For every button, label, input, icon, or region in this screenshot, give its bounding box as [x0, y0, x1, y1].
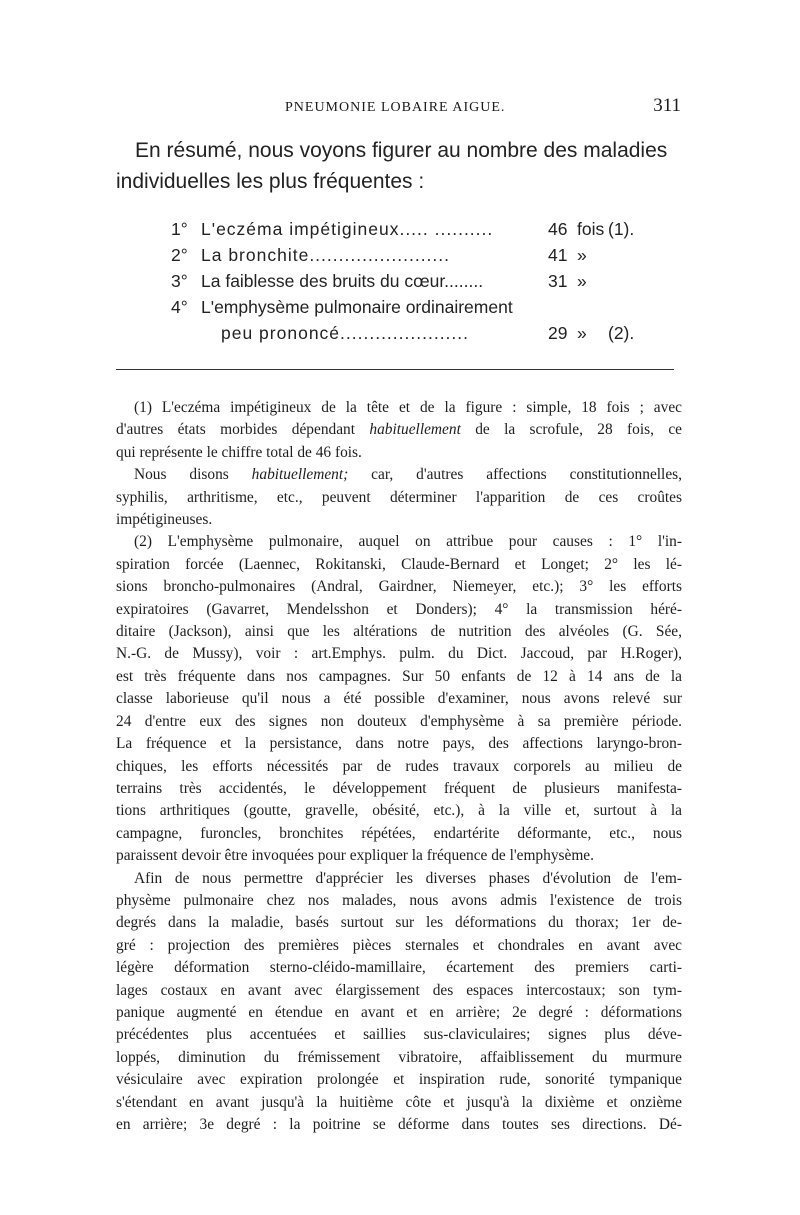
footnote-line: vésiculaire avec expiration prolongée et inspiration rude, sonorité tympanique — [116, 1071, 682, 1089]
footnote-line: ditaire (Jackson), ainsi que les altérations de nutrition des alvéoles (G. Sée, — [116, 623, 682, 641]
running-head — [0, 95, 800, 124]
footnote-line: physème pulmonaire chez nos malades, nous avons admis l'existence de trois — [116, 891, 682, 909]
footnote-separator — [116, 369, 674, 370]
list-item-footnote-ref: (1). — [608, 219, 635, 239]
footnote-line: sions broncho-pulmonaires (Andral, Gairdner, Niemeyer, etc.); 3° les efforts — [116, 578, 682, 596]
footnote-line: degrés dans la maladie, basés surtout sur les déformations du thorax; 1er de- — [116, 914, 682, 932]
footnote-line: campagne, furoncles, bronchites répétées, endartérite déformante, etc., nous — [116, 824, 682, 842]
list-item — [171, 297, 671, 323]
list-item-label: L'emphysème pulmonaire ordinairement — [201, 297, 513, 317]
summary-paragraph — [116, 135, 682, 197]
footnote-line: d'autres états morbides dépendant habituellement de la scrofule, 28 fois, ce — [116, 421, 683, 439]
running-title: PNEUMONIE LOBAIRE AIGUE. — [285, 100, 506, 115]
list-item-count: 31 — [548, 271, 568, 291]
footnote-line: panique augmenté en étendue en avant et en arrière; 2e degré : déformations — [116, 1003, 682, 1021]
footnote-line: expiratoires (Gavarret, Mendelsshon et Donders); 4° la transmission héré- — [116, 600, 682, 618]
footnote-line: qui représente le chiffre total de 46 fois. — [116, 443, 362, 461]
list-item-label: La bronchite........................ — [201, 245, 451, 265]
frequency-list — [171, 219, 671, 349]
footnote-line: paraissent devoir être invoquées pour expliquer la fréquence de l'emphysème. — [116, 847, 594, 865]
footnote-line: syphilis, arthritisme, etc., peuvent déterminer l'apparition de ces croûtes — [116, 488, 682, 506]
list-item-unit: » — [577, 323, 587, 343]
footnote-2-continuation — [116, 868, 682, 1137]
list-item-label: L'eczéma impétigineux..... .......... — [201, 219, 494, 239]
footnote-line: Afin de nous permettre d'apprécier les diverses phases d'évolution de l'em- — [134, 869, 682, 887]
summary-line: individuelles les plus fréquentes : — [116, 170, 425, 193]
footnote-1 — [116, 397, 682, 531]
footnote-line: chiques, les efforts nécessités par de rudes travaux corporels au milieu de — [116, 757, 682, 775]
footnote-line: spiration forcée (Laennec, Rokitanski, Claude-Bernard et Longet; 2° les lé- — [116, 555, 682, 573]
footnote-line: impétigineuses. — [116, 511, 213, 529]
footnote-line: précédentes plus accentuées et saillies sus-claviculaires; signes plus déve- — [116, 1026, 682, 1044]
footnote-line: Nous disons habituellement; car, d'autres affections constitutionnelles, — [134, 466, 682, 484]
footnote-line: classe laborieuse qu'il nous a été possible d'examiner, nous avons relevé sur — [116, 690, 682, 708]
list-item-number: 3° — [171, 271, 188, 291]
list-item-footnote-ref: (2). — [608, 323, 635, 343]
footnote-line: La fréquence et la persistance, dans notre pays, des affections laryngo-bron- — [116, 735, 682, 753]
page-number: 311 — [653, 95, 681, 116]
list-item — [171, 271, 671, 297]
list-item-unit: » — [577, 271, 587, 291]
footnote-line: s'étendant en avant jusqu'à la huitième côte et jusqu'à la dixième et onzième — [116, 1093, 682, 1111]
list-item-number: 1° — [171, 219, 188, 239]
list-item-unit: fois — [577, 219, 605, 239]
footnote-line: en arrière; 3e degré : la poitrine se déforme dans toutes ses directions. Dé- — [116, 1116, 682, 1133]
list-item-count: 29 — [548, 323, 568, 343]
list-item-unit: » — [577, 245, 587, 265]
footnotes — [116, 397, 682, 1136]
footnote-line: (2) L'emphysème pulmonaire, auquel on attribue pour causes : 1° l'in- — [134, 533, 682, 551]
list-item-number: 2° — [171, 245, 188, 265]
footnote-line: 24 d'entre eux des signes non douteux d'emphysème à sa première période. — [116, 712, 682, 730]
list-item-number: 4° — [171, 297, 188, 317]
list-item-count: 41 — [548, 245, 568, 265]
list-item — [171, 219, 671, 245]
list-item-count: 46 — [548, 219, 568, 239]
footnote-line: (1) L'eczéma impétigineux de la tête et de la figure : simple, 18 fois ; avec — [134, 399, 682, 416]
list-item-label: La faiblesse des bruits du cœur........ — [201, 271, 484, 291]
footnote-line: tions arthritiques (goutte, gravelle, obésité, etc.), à la ville et, surtout à la — [116, 802, 682, 820]
footnote-line: gré : projection des premières pièces sternales et chondrales en avant avec — [116, 936, 682, 954]
list-item — [171, 245, 671, 271]
list-item-label: peu prononcé...................... — [221, 323, 469, 343]
summary-line: En résumé, nous voyons figurer au nombre des maladies — [135, 139, 668, 162]
footnote-line: terrains très accidentés, le développement fréquent de plusieurs manifesta- — [116, 779, 682, 797]
footnote-line: est très fréquente dans nos campagnes. Sur 50 enfants de 12 à 14 ans de la — [116, 667, 682, 685]
list-item-continuation — [171, 323, 671, 349]
footnote-line: N.-G. de Mussy), voir : art.Emphys. pulm. du Dict. Jaccoud, par H.Roger), — [116, 645, 682, 663]
footnote-line: loppés, diminution du frémissement vibratoire, affaiblissement du murmure — [116, 1048, 682, 1066]
footnote-2 — [116, 531, 682, 867]
footnote-line: légère déformation sterno-cléido-mamillaire, écartement des premiers carti- — [116, 959, 682, 977]
footnote-line: lages costaux en avant avec élargissement des espaces intercostaux; son tym- — [116, 981, 682, 999]
